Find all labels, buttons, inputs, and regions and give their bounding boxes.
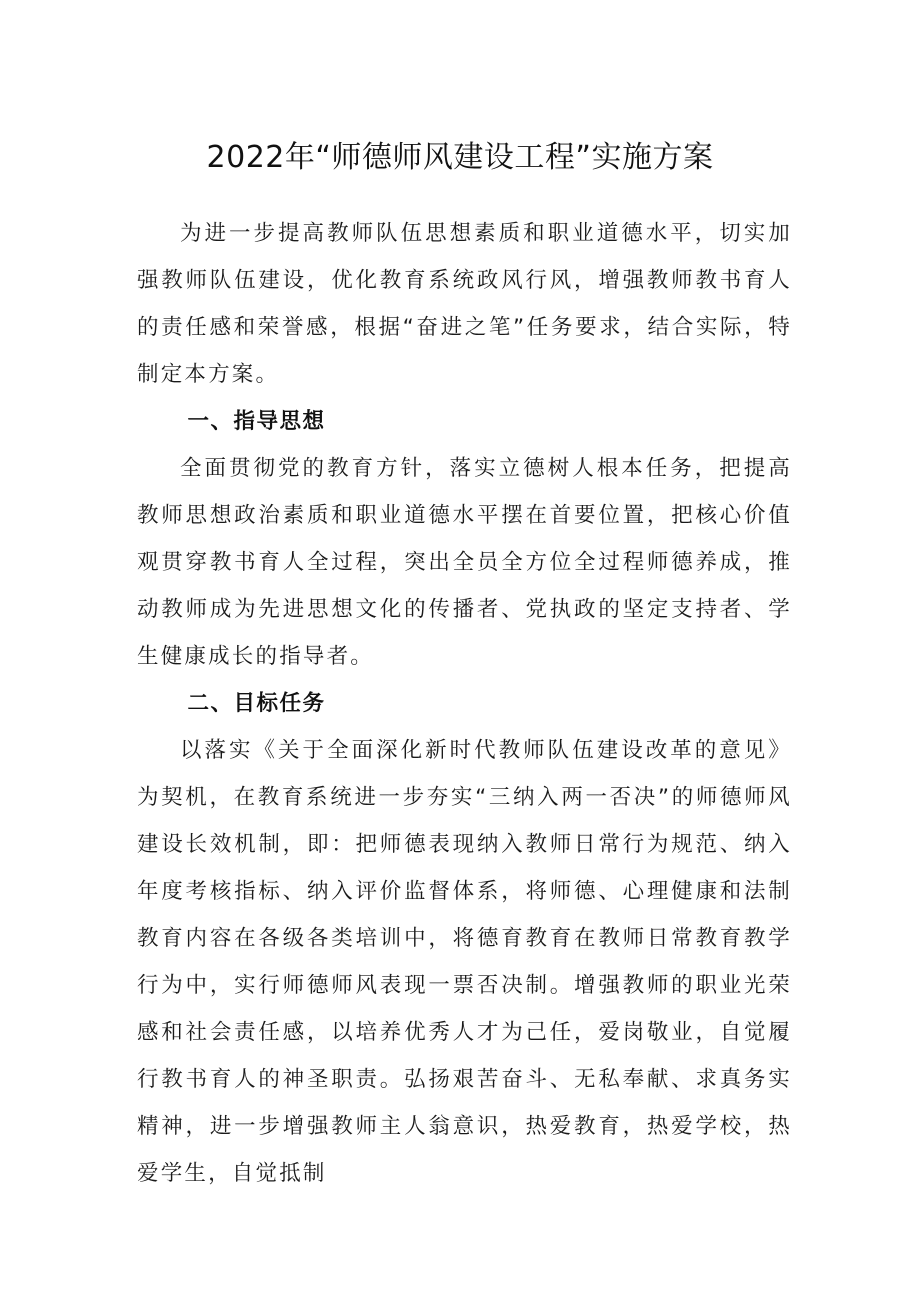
section-paragraph-guiding-ideology: 全面贯彻党的教育方针，落实立德树人根本任务，把提高教师思想政治素质和职业道德水平摆在首要位置，把核心价值观贯穿教书育人全过程，突出全员全方位全过程师德养成，推动教师成为先进思想文化的传播者、党执政的坚定支持者、学生健康成长的指导者。 [137, 456, 792, 669]
section-heading-guiding-ideology: 一、指导思想 [187, 409, 326, 434]
document-body [137, 210, 792, 1197]
section-heading-goals-tasks: 二、目标任务 [187, 691, 326, 716]
document-title: 2022年“师德师风建设工程”实施方案 [206, 140, 714, 175]
intro-paragraph: 为进一步提高教师队伍思想素质和职业道德水平，切实加强教师队伍建设，优化教育系统政风行风，增强教师教书育人的责任感和荣誉感，根据“奋进之笔”任务要求，结合实际，特制定本方案。 [137, 221, 792, 387]
section-paragraph-goals-tasks: 以落实《关于全面深化新时代教师队伍建设改革的意见》为契机，在教育系统进一步夯实“三纳入两一否决”的师德师风建设长效机制，即：把师德表现纳入教师日常行为规范、纳入年度考核指标、纳入评价监督体系，将师德、心理健康和法制教育内容在各级各类培训中，将德育教育在教师日常教育教学行为中，实行师德师风表现一票否决制。增强教师的职业光荣感和社会责任感，以培养优秀人才为己任，爱岗敬业，自觉履行教书育人的神圣职责。弘扬艰苦奋斗、无私奉献、求真务实精神，进一步增强教师主人翁意识，热爱教育，热爱学校，热爱学生，自觉抵制 [137, 738, 792, 1186]
